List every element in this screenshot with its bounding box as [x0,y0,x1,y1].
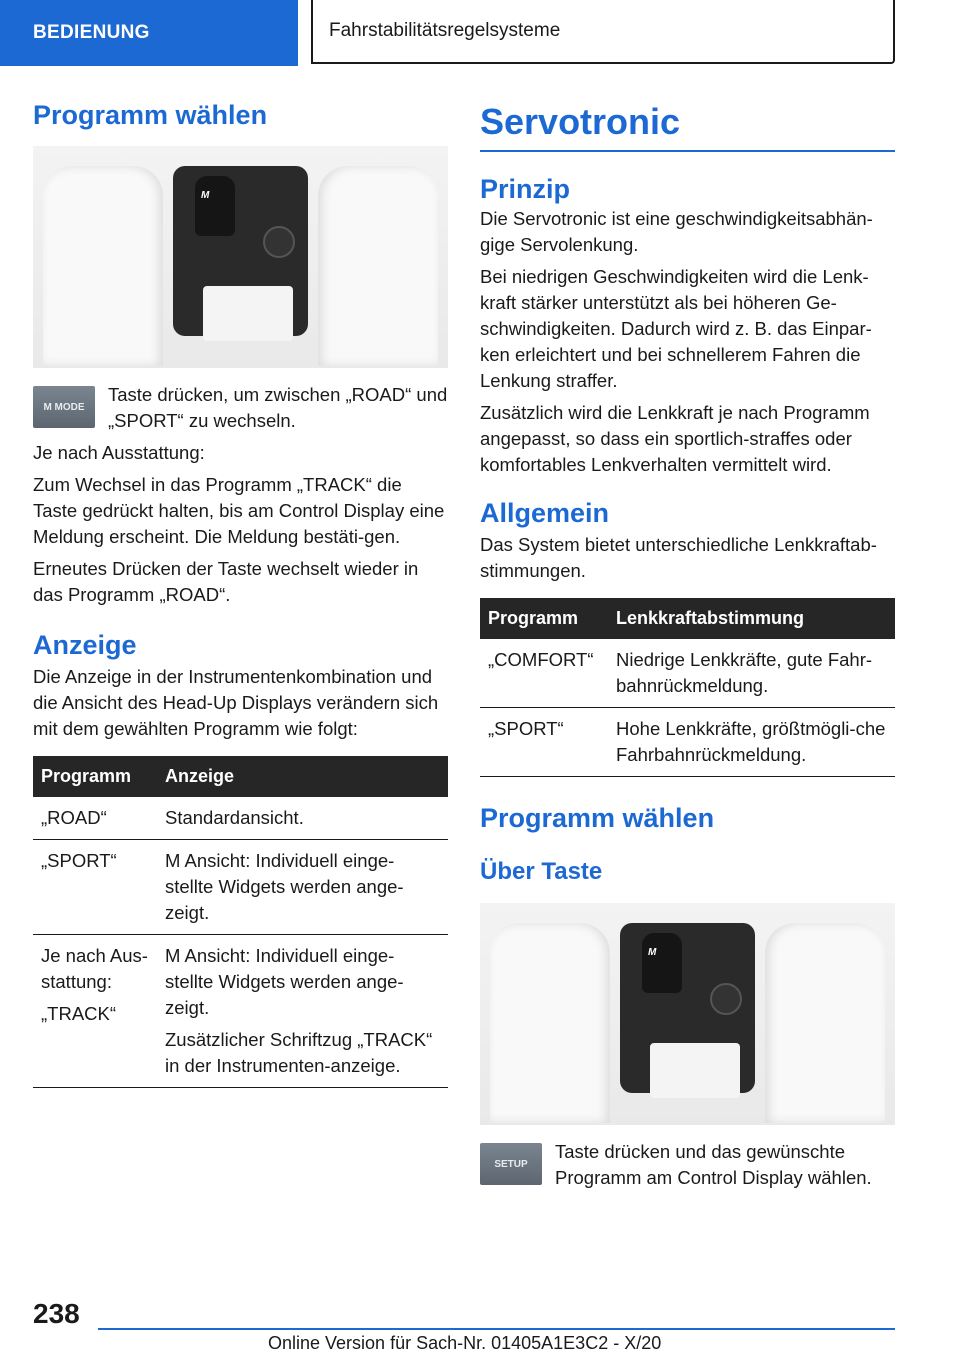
paragraph: Die Servotronic ist eine geschwindigkeitsabhän-gige Servolenkung. [480,208,873,255]
table-cell: Hohe Lenkkräfte, größtmögli-che Fahrbahnrückmeldung. [608,708,895,777]
heading-servotronic: Servotronic [480,98,895,152]
table-header: Lenkkraftabstimmung [608,598,895,639]
heading-anzeige: Anzeige [33,630,137,660]
heading-programm-waehlen: Programm wählen [33,100,268,130]
table-cell: „COMFORT“ [480,639,608,708]
paragraph: Je nach Ausstattung: [33,442,205,463]
table-header: Anzeige [157,756,448,797]
footer-divider [98,1328,895,1330]
gear-selector-icon [195,176,235,236]
table-cell: „TRACK“ [41,1003,117,1024]
page-header [0,0,960,66]
m-mode-key-icon: M MODE [33,386,95,428]
right-column [480,98,895,1197]
table-cell: Zusätzlicher Schriftzug „TRACK“ in der Instrumenten-anzeige. [165,1029,433,1076]
key-instruction-text: Taste drücken und das gewünschte Programm am Control Display wählen. [555,1141,872,1188]
paragraph: Erneutes Drücken der Taste wechselt wieder in das Programm „ROAD“. [33,558,419,605]
console-photo [480,903,895,1125]
controller-knob-icon [710,983,742,1015]
key-instruction [480,1139,895,1191]
heading-programm-waehlen-2: Programm wählen [480,803,715,833]
table-header: Programm [33,756,157,797]
table-cell: M Ansicht: Individuell einge-stellte Widgets werden ange-zeigt. [165,945,404,1018]
table-row [33,935,448,1088]
left-column [33,98,448,1088]
heading-allgemein: Allgemein [480,498,610,528]
m-logo: M [648,947,657,958]
gear-selector-icon [642,933,682,993]
table-cell: „SPORT“ [480,708,608,777]
paragraph: Das System bietet unterschiedliche Lenkkraftab-stimmungen. [480,534,877,581]
controller-knob-icon [263,226,295,258]
anzeige-table [33,756,448,1088]
table-row [33,797,448,840]
page-number: 238 [33,1298,80,1329]
heading-ueber-taste: Über Taste [480,858,603,885]
table-cell: „ROAD“ [41,807,107,828]
paragraph: Zusätzlich wird die Lenkkraft je nach Programm angepasst, so dass ein sportlich-straffes oder komfortables Lenkverhalten vermittelt wird. [480,402,870,475]
table-row [480,639,895,708]
heading-prinzip: Prinzip [480,174,571,204]
m-logo: M [201,190,210,201]
setup-key-icon: SETUP [480,1143,542,1185]
table-cell: Je nach Aus-stattung: [41,945,148,992]
footer-text: Online Version für Sach-Nr. 01405A1E3C2 - X/20 [268,1333,662,1353]
chapter-title: Fahrstabilitätsregelsysteme [311,0,895,64]
key-instruction-text: Taste drücken, um zwischen „ROAD“ und „SPORT“ zu wechseln. [108,384,448,431]
console-photo [33,146,448,368]
section-label: BEDIENUNG [0,0,298,66]
table-cell: Standardansicht. [165,807,304,828]
paragraph: Die Anzeige in der Instrumentenkombination und die Ansicht des Head-Up Displays verändern sich mit dem gewählten Programm wie folgt: [33,666,439,739]
paragraph: Zum Wechsel in das Programm „TRACK“ die Taste gedrückt halten, bis am Control Display eine Meldung erscheint. Die Meldung bestäti-gen. [33,474,445,547]
table-row [480,708,895,777]
key-instruction [33,382,448,434]
paragraph: Bei niedrigen Geschwindigkeiten wird die Lenk-kraft stärker unterstützt als bei höheren Ge-schwindigkeiten. Dadurch wird z. B. das Einpar-ken erleichtert und bei schnellerem Fahren die Lenkung straffer. [480,266,872,391]
table-cell: M Ansicht: Individuell einge-stellte Widgets werden ange-zeigt. [165,850,404,923]
table-cell: Niedrige Lenkkräfte, gute Fahr-bahnrückmeldung. [608,639,895,708]
table-header: Programm [480,598,608,639]
table-row [33,840,448,935]
table-cell: „SPORT“ [41,850,117,871]
lenkkraft-table [480,598,895,777]
